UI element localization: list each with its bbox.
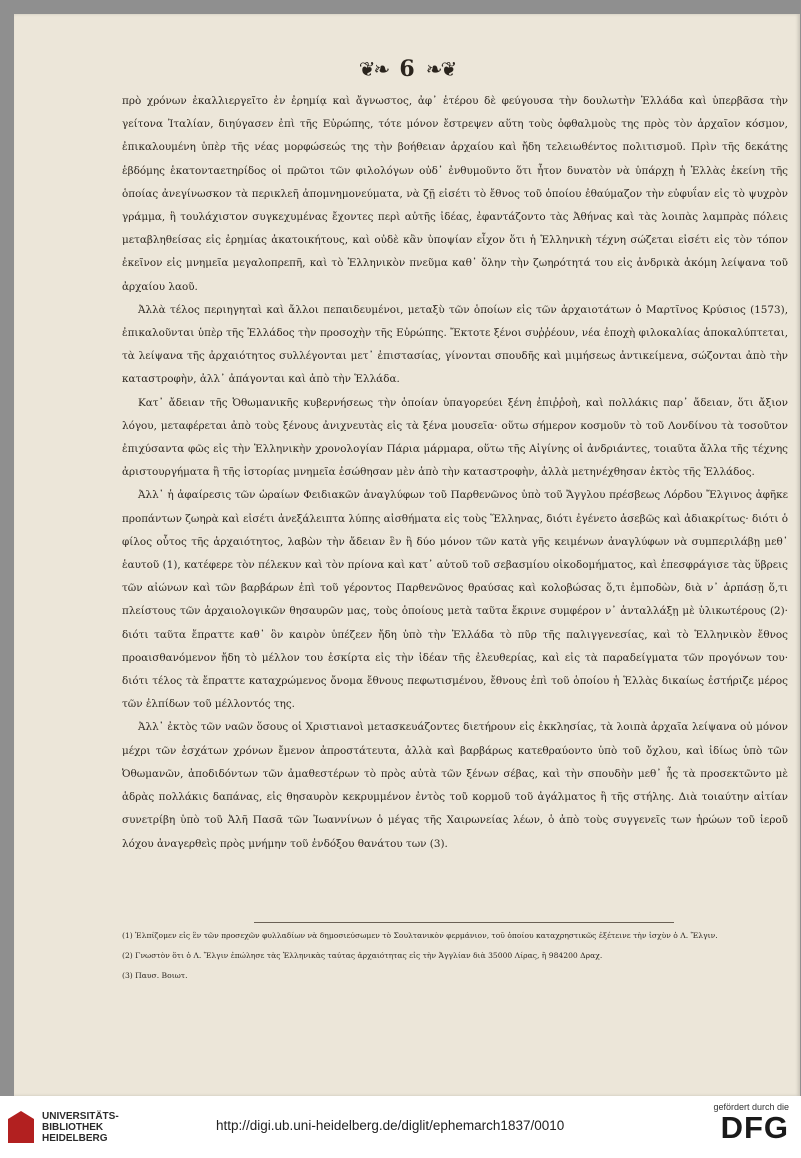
library-seal-icon [8, 1111, 34, 1143]
funded-by-label: gefördert durch die [713, 1102, 789, 1112]
page-header [14, 56, 800, 82]
footnotes [122, 926, 788, 986]
page-number: 6 [399, 56, 415, 82]
library-logo[interactable] [8, 1106, 119, 1148]
library-name: UNIVERSITÄTS- BIBLIOTHEK HEIDELBERG [42, 1110, 119, 1144]
paragraph: πρὸ χρόνων ἐκαλλιεργεῖτο ἐν ἐρημίᾳ καὶ ἄγνωστος, ἀφ᾽ ἑτέρου δὲ φεύγουσα τὴν δουλωτὴν Ἑλλάδα καὶ ὑπερβᾶσα τὴν γείτονα Ἰταλίαν, διηύγασεν ἐπὶ τῆς Εὐρώπης, τότε μόνον ἔστρεψεν αὕτη τοὺς ὀφθαλμοὺς της πρὸς τὸν ἀρχαῖον κόσμον, ἐπικαλουμένη ὑπὲρ τῆς νέας μορφώσεώς της τὴν βοήθειαν ἀρχαίου καὶ ἤδη τελειωθέντος πολιτισμοῦ. Πρὶν τῆς δεκάτης ἑβδόμης ἑκατονταετηρίδος οἱ πρῶτοι τῶν φιλολόγων οὐδ᾽ ἐνθυμοῦντο ὅτι ἦτον δυνατὸν νὰ ὑπάρχῃ ἡ Ἑλλὰς ἐκείνη τῆς ὁποίας ἀνεγίνωσκον τὰ περικλεῆ ἀπομνημονεύματα, νὰ ζῇ εἰσέτι τὸ ἔθνος τοῦ ὁποίου ἐθαύμαζον τὴν εὐφυΐαν εἰς τὸ ψυχρὸν γράμμα, ἢ τουλάχιστον συγκεχυμένας ἔχοντες περὶ αὐτῆς ἰδέας, ἐφαντάζοντο τὰς Ἀθήνας καὶ τὰς λοιπὰς λαμπρὰς πόλεις μεταβληθείσας εἰς ἐρημίας ἀκατοικήτους, καὶ οὐδὲ κἂν ὑποψίαν εἶχον ὅτι ἡ Ἑλληνικὴ τέχνη σώζεται εἰσέτι εἰς τὸν τόπον ἐκεῖνον εἰς μνημεῖα μεγαλοπρεπῆ, καὶ τὸ Ἑλληνικὸν πνεῦμα καθ᾽ ὅλην τὴν ζωηρότητά του εἰς ἀνδρικὰ ἀκόμη λείψανα τοῦ ἀρχαίου λαοῦ. [122, 95, 788, 293]
body-text [122, 90, 788, 856]
footnote-divider [254, 922, 674, 923]
paragraph: Ἀλλὰ τέλος περιηγηταὶ καὶ ἄλλοι πεπαιδευμένοι, μεταξὺ τῶν ὁποίων εἰς τῶν ἀρχαιοτάτων ὁ Μαρτῖνος Κρύσιος (1573), ἐπικαλοῦνται ὑπὲρ τῆς Ἑλλάδος τὴν προσοχὴν τῆς Εὐρώπης. Ἔκτοτε ξένοι συῤῥέουν, νέα ἐποχὴ φιλοκαλίας ἀποκαλύπτεται, τὰ λείψανα τῆς ἀρχαιότητος συλλέγονται μετ᾽ ἐπιστασίας, γίνονται σπουδῆς καὶ μιμήσεως ἀντικείμενα, σώζονται ἀπὸ τὴν καταστροφὴν, ἀλλ᾽ ἀπάγονται καὶ ἀπὸ τὴν Ἑλλάδα. [122, 303, 788, 386]
paragraph: Ἀλλ᾽ ἡ ἀφαίρεσις τῶν ὡραίων Φειδιακῶν ἀναγλύφων τοῦ Παρθενῶνος ὑπὸ τοῦ Ἄγγλου πρέσβεως Λόρδου Ἔλγινος ἀφῆκε προπάντων ζωηρὰ καὶ εἰσέτι ἀνεξάλειπτα λύπης αἰσθήματα εἰς τοὺς Ἕλληνας, διότι ἐγένετο ἀσεβῶς καὶ ἀδιακρίτως· διότι ὁ φίλος οὗτος τῆς ἀρχαιότητος, λαβὼν τὴν ἄδειαν ἓν ἢ δύο μόνον τῶν κατὰ γῆς κειμένων ἀναγλύφων νὰ συμπεριλάβῃ μεθ᾽ ἑαυτοῦ (1), κατέφερε τὸν πέλεκυν καὶ τὸν πρίονα καὶ κατ᾽ αὐτοῦ τοῦ σεβασμίου οἰκοδομήματος, καὶ ἐπεσφράγισε τὰς ὕβρεις τῶν αἰώνων καὶ τῶν βαρβάρων ἐπὶ τοῦ γέροντος Παρθενῶνος θραύσας καὶ κολοβώσας ὅ,τι ἐμποδὼν, διὰ ν᾽ ἁρπάσῃ ὅ,τι πλείστους τῶν ἀρχαιολογικῶν θησαυρῶν μας, τοὺς ὁποίους μετὰ ταῦτα ἔκρινε συμφέρον ν᾽ ἀνταλλάξῃ μὲ ὑλικωτέρους (2)· διότι ταῦτα ἔπραττε καθ᾽ ὃν καιρὸν ὑπέζεεν ἤδη ὑπὸ τὴν Ἑλλάδα τὸ πῦρ τῆς παλιγγενεσίας, καὶ τὸ Ἑλληνικὸν ἔθνος προαισθανόμενον ἤδη τὸ μέλλον του ἐσκίρτα εἰς τὴν ἰδέαν τῆς ἐλευθερίας, καὶ εἰς τὰ παραδείγματα τῶν προγόνων του· διότι τέλος τὰ ἔπραττε καταχρώμενος ὄνομα ἔθνους πεφωτισμένου, ἔθνους ἐπὶ τοῦ ὁποίου ἡ Ἑλλὰς δικαίως ἐστήριζε μέρος τῶν ἐλπίδων τοῦ μέλλοντός της. [122, 489, 788, 711]
dfg-credit[interactable] [713, 1102, 789, 1144]
ornament-left: ❦❧ [358, 57, 389, 81]
ornament-right: ❧❦ [425, 57, 456, 81]
footnote: (2) Γνωστὸν ὅτι ὁ Λ. Ἔλγιν ἐπώλησε τὰς Ἑλληνικὰς ταύτας ἀρχαιότητας εἰς τὴν Ἀγγλίαν διὰ 35000 Λίρας, ἢ 984200 Δραχ. [122, 951, 603, 960]
paragraph: Ἀλλ᾽ ἐκτὸς τῶν ναῶν ὅσους οἱ Χριστιανοὶ μετασκευάζοντες διετήρουν εἰς ἐκκλησίας, τὰ λοιπὰ ἀρχαῖα λείψανα οὐ μόνον μέχρι τῶν ἐσχάτων χρόνων ἔμενον ἀπροστάτευτα, ἀλλὰ καὶ βαρβάρως κατεθραύοντο ὑπὸ τοῦ ὄχλου, καὶ ἰδίως ὑπὸ τῶν Ὀθωμανῶν, ἀποδιδόντων τῶν ἀμαθεστέρων τὸ πρὸς αὐτὰ τῶν ξένων σέβας, καὶ τὴν σπουδὴν μεθ᾽ ἧς τὰ προσεκτῶντο μὲ ἁδρὰς πολλάκις δαπάνας, εἰς θησαυρὸν κεκρυμμένον ἐντὸς τοῦ κορμοῦ τοῦ ἀγάλματος ἢ τῆς στήλης. Διὰ τοιαύτην αἰτίαν συνετρίβη ὑπὸ τοῦ Ἀλῆ Πασᾶ τῶν Ἰωαννίνων ὁ μέγας τῆς Χαιρωνείας λέων, ὁ ἀπὸ τοὺς συγγενεῖς των ἡρώων τοῦ ἱεροῦ λόχου ἀναγερθεὶς πρὸς μνήμην τοῦ ἐνδόξου θανάτου των (3). [122, 721, 788, 850]
viewer-footer [0, 1096, 801, 1158]
dfg-logo: DFG [720, 1110, 789, 1145]
paragraph: Κατ᾽ ἄδειαν τῆς Ὀθωμανικῆς κυβερνήσεως τὴν ὁποίαν ὑπαγορεύει ξένη ἐπιῤῥοὴ, καὶ πολλάκις παρ᾽ ἄδειαν, ὅτι ἄξιον λόγου, μεταφέρεται ἀπὸ τοὺς ξένους ἀνιχνευτὰς εἰς τὰ ξένα μουσεῖα· οὕτω σήμερον κοσμοῦν τὸ τοῦ Λονδίνου τὰ τοσοῦτον ἐπιχύσαντα φῶς εἰς τὴν Ἑλληνικὴν χρονολογίαν Πάρια μάρμαρα, οὕτω τῆς Αἰγίνης οἱ ἀνδριάντες, τοιαῦτα ἄλλα τῆς τέχνης ἀριστουργήματα ἢ τῆς ἱστορίας μνημεῖα ἐσώθησαν μὲν ἀπὸ τὴν καταστροφὴν, ἀλλὰ μετηνέχθησαν ἐκτὸς τῆς Ἑλλάδος. [122, 396, 788, 479]
footnote: (3) Παυσ. Βοιωτ. [122, 971, 188, 980]
source-url[interactable]: http://digi.ub.uni-heidelberg.de/diglit/ephemarch1837/0010 [216, 1118, 565, 1133]
footnote: (1) Ἐλπίζομεν εἰς ἓν τῶν προσεχῶν φυλλαδίων νὰ δημοσιεύσωμεν τὸ Σουλτανικὸν φερμάνιον, τοῦ ὁποίου καταχρηστικῶς ἐξέτεινε τὴν ἰσχὺν ὁ Λ. Ἔλγιν. [122, 931, 718, 940]
document-page [14, 14, 800, 1096]
